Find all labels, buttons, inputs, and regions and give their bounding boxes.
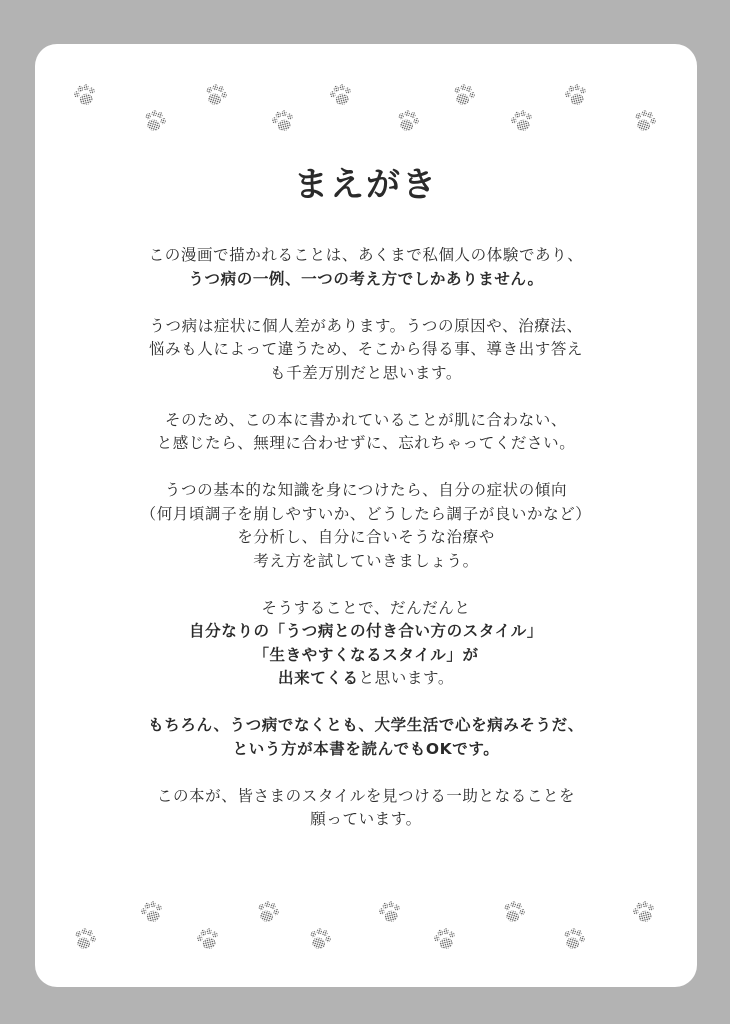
text-line [95, 785, 637, 809]
text-segment: そのため、この本に書かれていることが肌に合わない、 [165, 410, 567, 429]
paw-print-icon [448, 79, 481, 112]
text-line [95, 362, 637, 386]
paw-print-icon [325, 79, 357, 111]
paw-print-icon [192, 923, 224, 955]
paw-print-icon [136, 896, 168, 928]
text-line [95, 526, 637, 550]
text-line [95, 667, 637, 691]
paw-print-icon [628, 896, 660, 928]
paragraph [95, 479, 637, 573]
paw-print-icon [374, 896, 406, 928]
text-segment: うつ病は症状に個人差があります。うつの原因や、治療法、 [149, 316, 583, 335]
text-line [95, 315, 637, 339]
text-line [95, 644, 637, 668]
paw-print-icon [200, 79, 233, 112]
paragraph [95, 409, 637, 456]
text-line [95, 503, 637, 527]
paw-print-icon [558, 923, 591, 956]
text-segment: も千差万別だと思います。 [270, 363, 462, 382]
body-text [95, 244, 637, 855]
bold-text-segment: 出来てくる [278, 669, 359, 687]
paw-print-icon [69, 923, 102, 956]
bold-text-segment: 自分なりの「うつ病との付き合い方のスタイル」 [189, 622, 543, 640]
text-line [95, 268, 637, 292]
text-line [95, 432, 637, 456]
text-line [95, 620, 637, 644]
paw-print-icon [629, 105, 662, 138]
paragraph [95, 597, 637, 691]
bold-text-segment: という方が本書を読んでもOKです。 [232, 739, 500, 758]
paw-print-icon [304, 923, 337, 956]
paw-print-icon [392, 105, 425, 138]
text-line [95, 409, 637, 433]
paw-print-icon [506, 105, 538, 137]
text-segment: うつの基本的な知識を身につけたら、自分の症状の傾向 [164, 481, 568, 499]
text-segment: この本が、皆さまのスタイルを見つける一助となることを [156, 786, 576, 805]
text-segment: 悩みも人によって違うため、そこから得る事、導き出す答え [148, 340, 584, 358]
text-segment: と感じたら、無理に合わせずに、忘れちゃってください。 [156, 434, 576, 452]
text-segment: そうすることで、だんだんと [261, 598, 471, 617]
bold-text-segment: 「生きやすくなるスタイル」が [253, 645, 479, 664]
text-segment: この漫画で描かれることは、あくまで私個人の体験であり、 [148, 246, 584, 264]
text-line [95, 714, 637, 738]
text-segment: を分析し、自分に合いそうな治療や [237, 528, 495, 546]
text-line [95, 479, 637, 503]
page-title: まえがき [294, 165, 438, 205]
paw-print-icon [252, 896, 285, 929]
text-segment: （何月頃調子を崩しやすいか、どうしたら調子が良いかなど） [140, 504, 592, 523]
bold-text-segment: もちろん、うつ病でなくとも、大学生活で心を病みそうだ、 [148, 716, 584, 734]
text-segment: と思います。 [358, 669, 454, 687]
text-line [95, 597, 637, 621]
text-segment: 願っています。 [310, 810, 422, 828]
text-line [95, 550, 637, 574]
paw-print-icon [69, 79, 101, 111]
page [35, 44, 697, 987]
paw-print-icon [498, 896, 531, 929]
text-line [95, 244, 637, 268]
paw-print-icon [560, 79, 592, 111]
text-line [95, 738, 637, 762]
paragraph [95, 785, 637, 832]
paw-print-icon [139, 105, 172, 138]
paw-print-icon [429, 923, 461, 955]
paragraph [95, 315, 637, 386]
paragraph [95, 244, 637, 291]
text-segment: 考え方を試していきましょう。 [253, 551, 479, 570]
text-line [95, 808, 637, 832]
bold-text-segment: うつ病の一例、一つの考え方でしかありません。 [188, 269, 544, 288]
paragraph [95, 714, 637, 761]
text-line [95, 338, 637, 362]
paw-print-icon [267, 105, 299, 137]
